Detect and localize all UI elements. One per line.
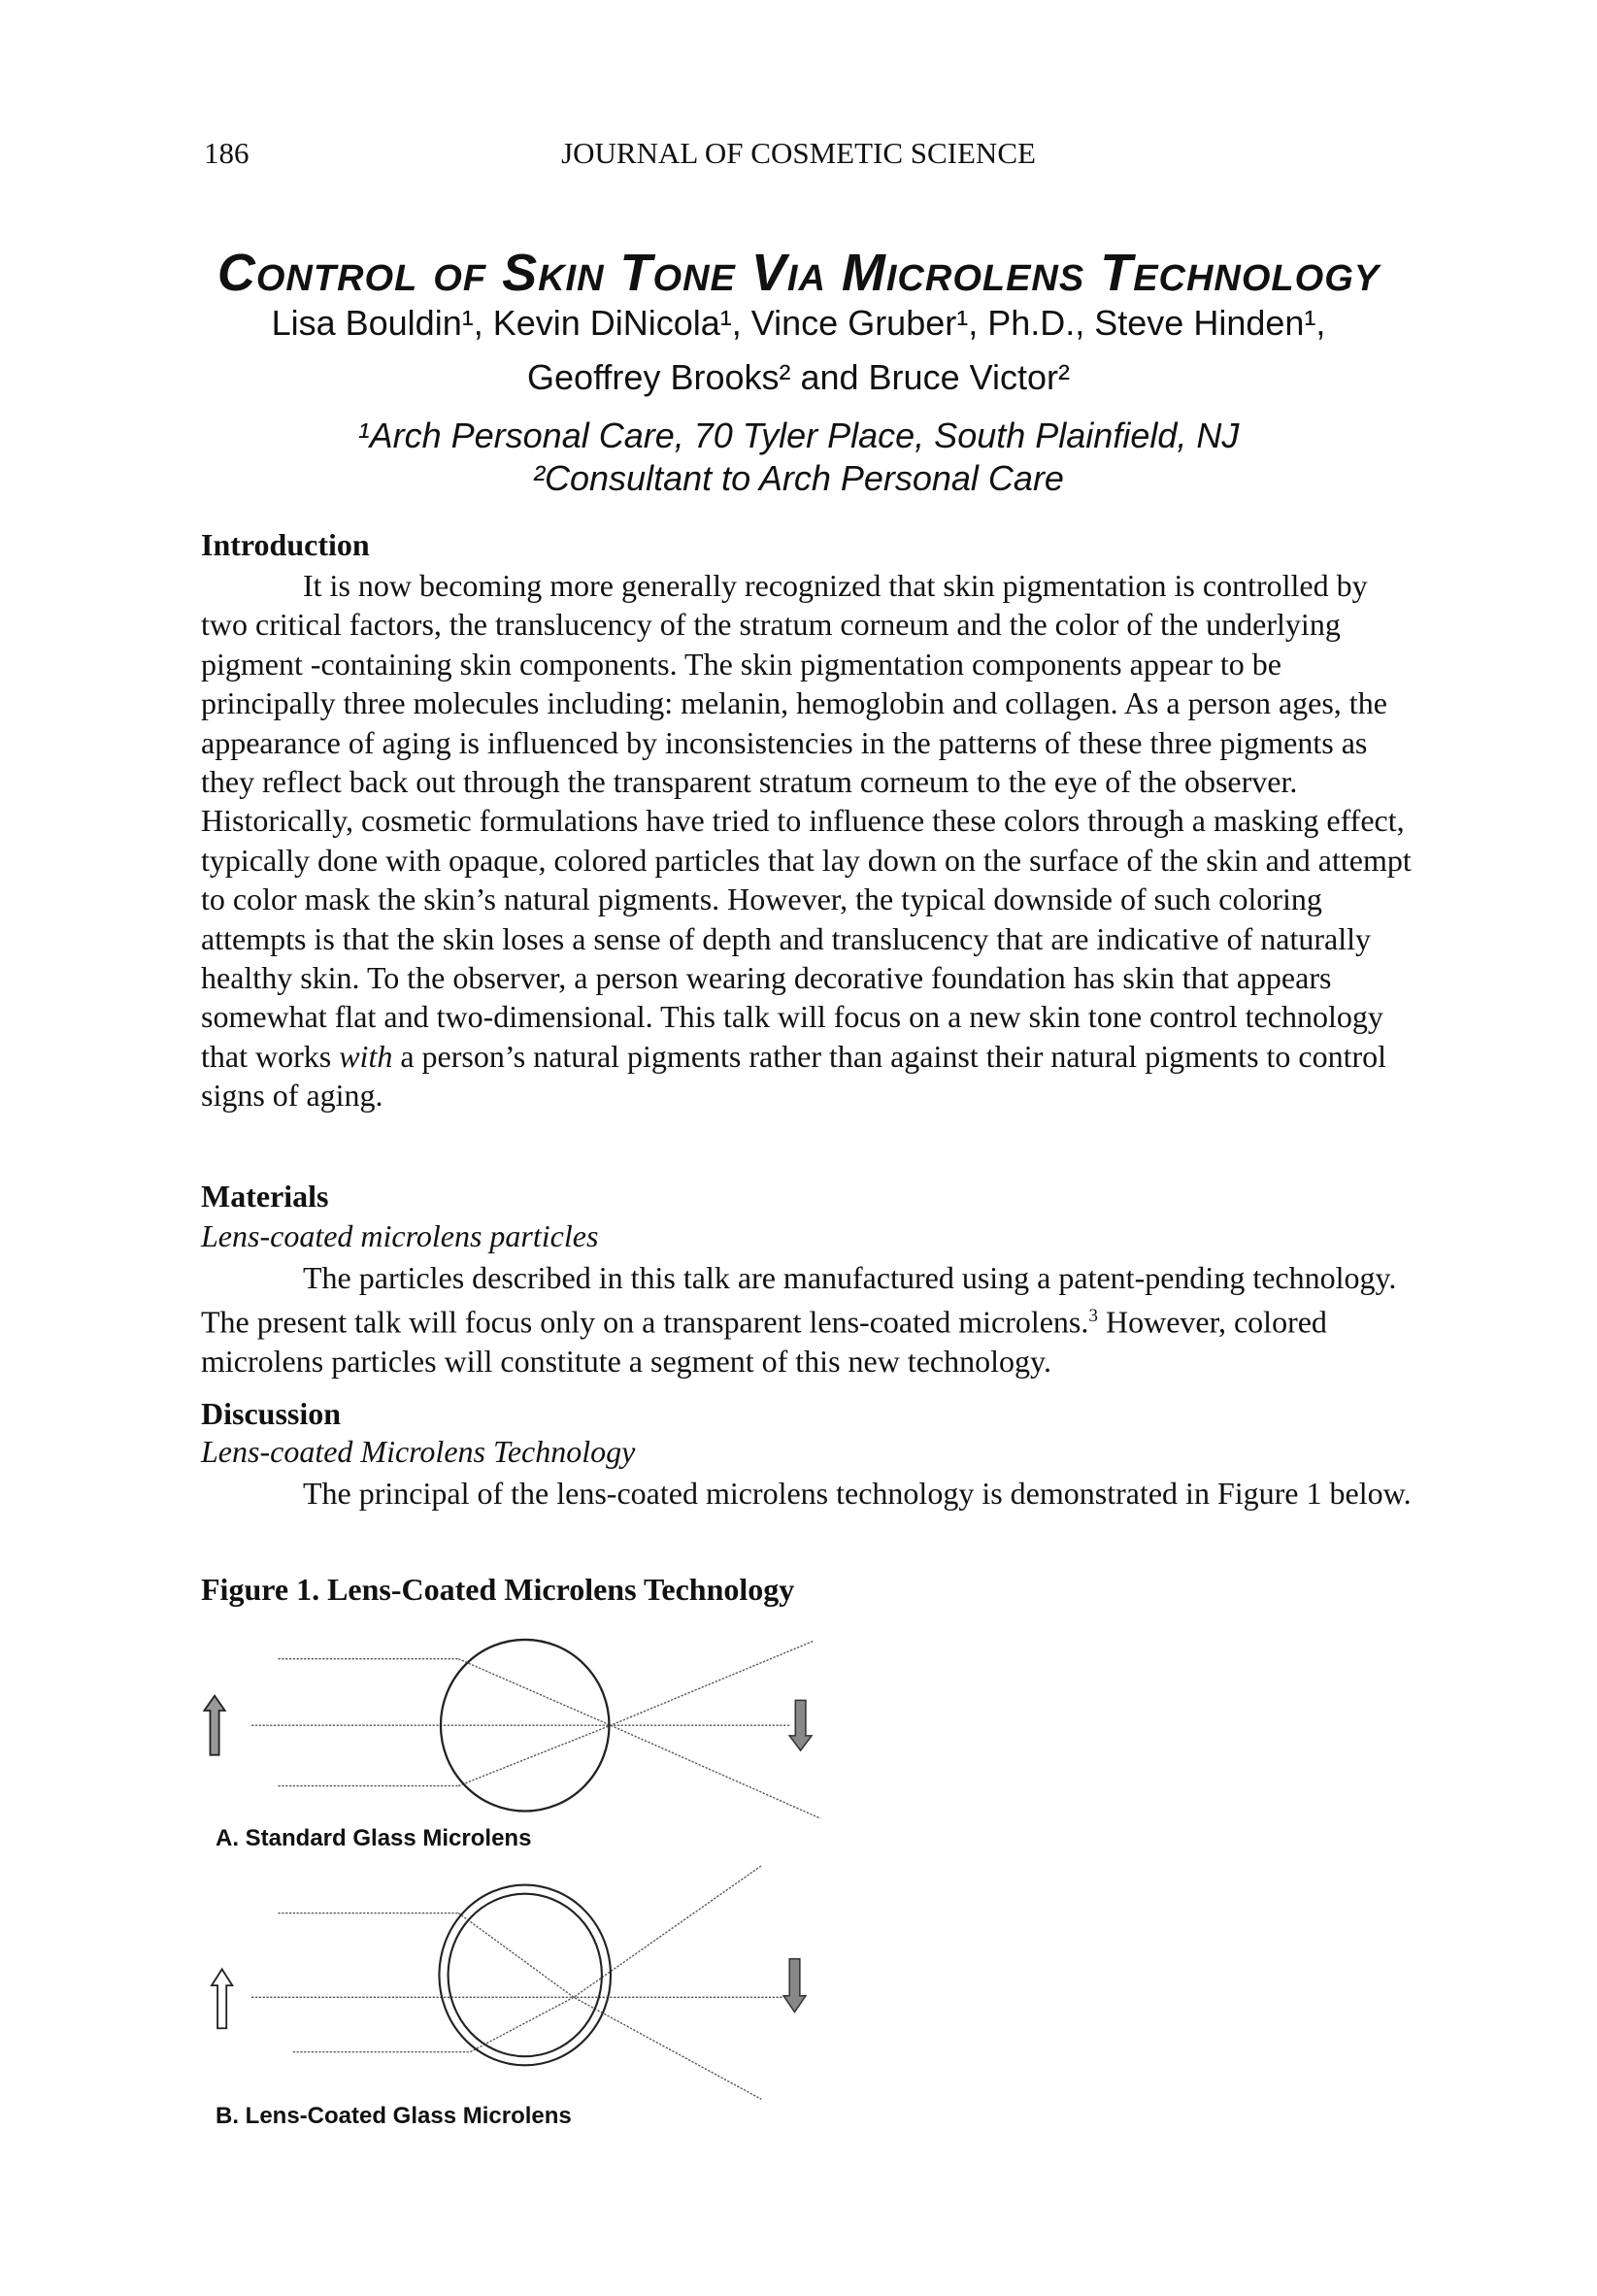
light-rays-a xyxy=(251,1641,820,1818)
down-arrow-icon-b xyxy=(783,1959,806,2013)
panel-b-label: B. Lens-Coated Glass Microlens xyxy=(216,2103,572,2129)
page-number: 186 xyxy=(204,136,250,170)
materials-text: The particles described in this talk are manufactured using a patent-pending technology. The present talk will focus only on a transparent lens-coated microlens. xyxy=(201,1260,1397,1341)
up-arrow-icon xyxy=(204,1696,224,1755)
hollow-up-arrow-icon xyxy=(212,1969,232,2028)
materials-subheading: Lens-coated microlens particles xyxy=(201,1218,599,1253)
paper-title: Control of Skin Tone Via Microlens Technology xyxy=(216,244,1381,302)
down-arrow-icon xyxy=(789,1700,812,1750)
reference-superscript: 3 xyxy=(1088,1306,1098,1327)
materials-heading: Materials xyxy=(201,1179,329,1214)
lens-coating xyxy=(439,1885,611,2066)
materials-paragraph xyxy=(201,1258,1416,1381)
discussion-paragraph xyxy=(201,1474,1416,1513)
affiliation-2: ²Consultant to Arch Personal Care xyxy=(533,458,1064,498)
materials-text-2: However, colored microlens particles will constitute a segment of this new technology. xyxy=(201,1305,1327,1380)
discussion-subheading: Lens-coated Microlens Technology xyxy=(201,1434,636,1469)
discussion-text: The principal of the lens-coated microlens technology is demonstrated in Figure 1 below. xyxy=(303,1476,1412,1511)
figure-caption: Figure 1. Lens-Coated Microlens Technology xyxy=(201,1572,795,1607)
affiliation-1: ¹Arch Personal Care, 70 Tyler Place, South Plainfield, NJ xyxy=(357,416,1240,455)
introduction-paragraph xyxy=(201,566,1416,1115)
authors-line-2: Geoffrey Brooks² and Bruce Victor² xyxy=(527,357,1070,397)
microlens-figure xyxy=(192,1612,828,2144)
running-header: JOURNAL OF COSMETIC SCIENCE xyxy=(561,136,1036,170)
discussion-heading: Discussion xyxy=(201,1396,342,1431)
authors-line-1: Lisa Bouldin¹, Kevin DiNicola¹, Vince Gruber¹, Ph.D., Steve Hinden¹, xyxy=(271,303,1326,343)
coated-microlens xyxy=(449,1894,602,2056)
intro-text-end: a person’s natural pigments rather than against their natural pigments to control signs of aging. xyxy=(201,1038,1387,1114)
introduction-heading: Introduction xyxy=(201,527,370,562)
intro-text: It is now becoming more generally recognized that skin pigmentation is controlled by two critical factors, the translucency of the stratum corneum and the color of the underlying pigment -containing skin components. The skin pigmentation components appear to be principally three molecules including: melanin, hemoglobin and collagen. As a person ages, the appearance of aging is influenced by inconsistencies in the patterns of these three pigments as they reflect back out through the transparent stratum corneum to the eye of the observer. Historically, cosmetic formulations have tried to influence these colors through a masking effect, typically done with opaque, colored particles that lay down on the surface of the skin and attempt to color mask the skin’s natural pigments. However, the typical downside of such coloring attempts is that the skin loses a sense of depth and translucency that are indicative of naturally healthy skin. To the observer, a person wearing decorative foundation has skin that appears somewhat flat and two-dimensional. This talk will focus on a new skin tone control technology that works xyxy=(201,568,1412,1074)
panel-a-label: A. Standard Glass Microlens xyxy=(216,1825,532,1851)
intro-emphasis: with xyxy=(339,1038,393,1074)
